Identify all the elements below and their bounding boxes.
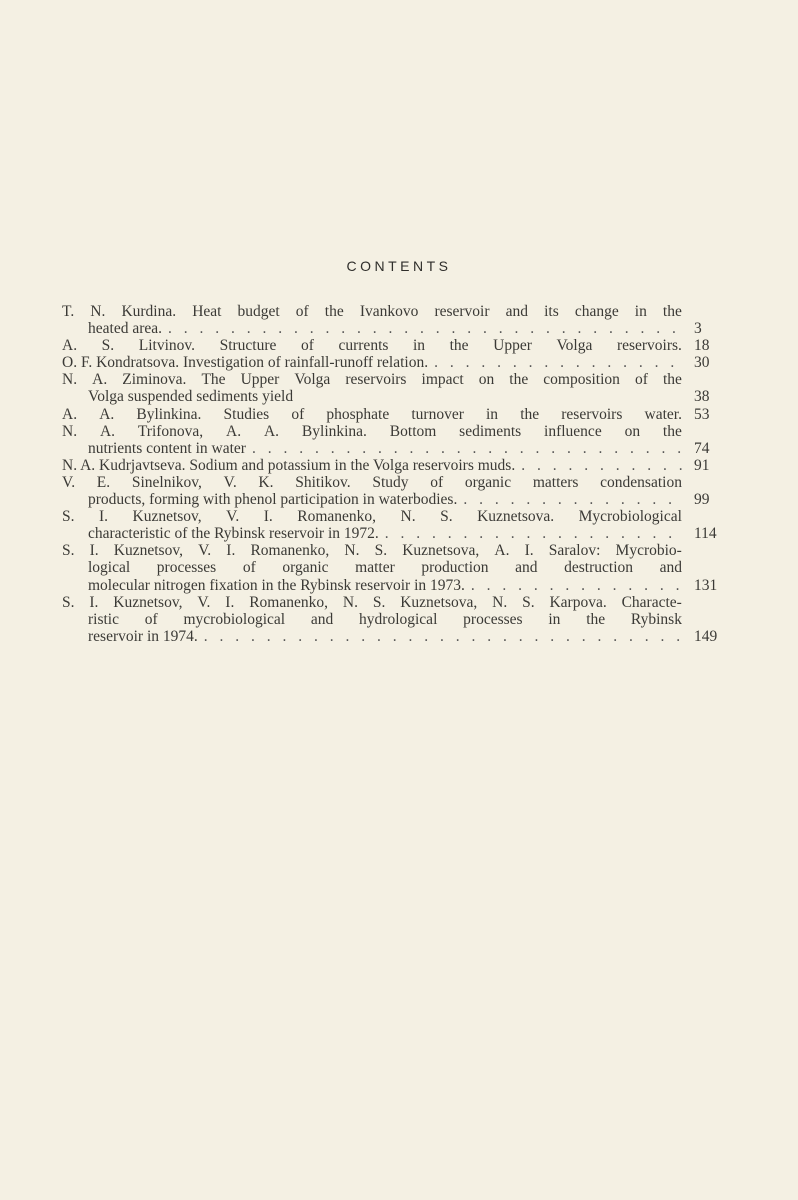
- toc-entry-line: [62, 388, 682, 405]
- toc-word: I.: [98, 508, 109, 526]
- toc-word: matters: [532, 473, 579, 491]
- toc-word: the: [662, 371, 682, 389]
- toc-word: Heat: [192, 303, 222, 320]
- toc-entry-text: heated area.: [88, 320, 162, 338]
- toc-word: the: [662, 303, 682, 320]
- toc-word: Shitikov.: [295, 473, 351, 491]
- toc-word: Ziminova.: [122, 371, 187, 389]
- toc-entry-text: Volga suspended sediments yield: [88, 388, 294, 406]
- toc-entry-line: [62, 440, 682, 457]
- toc-word: Rybinsk: [630, 610, 682, 628]
- toc-entry-line: [62, 508, 682, 525]
- toc-word: reservoir: [434, 303, 490, 320]
- dot-leader: [471, 577, 682, 594]
- toc-word: I.: [89, 593, 99, 611]
- toc-word: on: [624, 422, 641, 440]
- toc-word: turnover: [411, 405, 464, 423]
- toc-entry-line: [62, 303, 682, 320]
- toc-word: and: [310, 610, 334, 628]
- toc-entry-line: [62, 577, 682, 594]
- toc-word: Mycrobiological: [578, 508, 682, 526]
- dot-leader: [168, 320, 682, 337]
- toc-entry: [62, 542, 718, 594]
- toc-word: The: [201, 371, 226, 389]
- toc-entry-text: characteristic of the Rybinsk reservoir in 1972.: [88, 525, 379, 543]
- toc-word: the: [520, 405, 540, 423]
- toc-word: Trifonova,: [137, 422, 204, 440]
- toc-word: Saralov:: [548, 542, 601, 560]
- toc-word: matter: [355, 559, 395, 577]
- toc-word: K.: [258, 473, 274, 491]
- toc-word: processes: [156, 559, 217, 577]
- toc-entry-text: nutrients content in water: [88, 439, 246, 457]
- toc-entry-line: [62, 423, 682, 440]
- toc-word: logical: [88, 559, 131, 577]
- toc-word: reservoirs: [561, 405, 623, 423]
- toc-word: the: [324, 303, 344, 320]
- toc-word: influence: [544, 422, 602, 440]
- page-number: 149: [694, 627, 718, 645]
- toc-word: Kuznetsov,: [132, 508, 202, 526]
- toc-word: Bylinkina.: [136, 405, 202, 423]
- toc-word: of: [144, 610, 158, 628]
- toc-word: Volga: [294, 371, 331, 389]
- page-number: 91: [694, 456, 710, 474]
- toc-word: Kurdina.: [121, 303, 177, 320]
- toc-word: S.: [372, 593, 386, 611]
- toc-word: V.: [226, 508, 240, 526]
- toc-word: Mycrobio-: [615, 542, 682, 560]
- dot-leader: [204, 628, 682, 645]
- toc-word: destruction: [564, 559, 633, 577]
- toc-entry: [62, 371, 710, 406]
- toc-word: in: [548, 610, 561, 628]
- toc-entry: [62, 593, 718, 645]
- dot-leader: [252, 440, 682, 457]
- toc-word: N.: [62, 422, 78, 440]
- toc-word: Romanenko,: [249, 593, 328, 611]
- toc-word: the: [662, 422, 682, 440]
- page-number: 99: [694, 491, 710, 509]
- toc-entry-text: reservoir in 1974.: [88, 627, 198, 645]
- toc-word: A.: [99, 422, 116, 440]
- toc-word: Kuznetsov,: [113, 542, 183, 560]
- toc-word: Litvinov.: [138, 337, 195, 355]
- page-number: 53: [694, 405, 710, 423]
- toc-word: of: [430, 473, 444, 491]
- toc-entry: [62, 303, 702, 338]
- page-number: 3: [694, 320, 702, 338]
- page-number: 74: [694, 439, 710, 457]
- toc-entry-line: [62, 594, 682, 611]
- toc-entry-line: [62, 457, 682, 474]
- toc-word: N.: [492, 593, 508, 611]
- toc-word: reservoirs.: [616, 337, 682, 355]
- toc-word: I.: [225, 593, 235, 611]
- toc-word: T.: [62, 303, 75, 320]
- toc-entry-line: [62, 491, 682, 508]
- toc-word: V.: [198, 542, 212, 560]
- toc-word: water.: [644, 405, 682, 423]
- toc-word: Kuznetsova,: [400, 593, 478, 611]
- page-number: 114: [694, 525, 717, 543]
- toc-entry-line: [62, 371, 682, 388]
- toc-word: S.: [62, 593, 75, 611]
- toc-entry-text: O. F. Kondratsova. Investigation of rainfall-runoff relation.: [62, 354, 429, 372]
- toc-word: A.: [226, 422, 242, 440]
- toc-word: of: [291, 405, 305, 423]
- toc-entry-line: [62, 559, 682, 576]
- toc-entry-line: [62, 406, 682, 423]
- toc-word: currents: [338, 337, 389, 355]
- toc-word: of: [242, 559, 256, 577]
- toc-word: of: [634, 371, 648, 389]
- toc-word: A.: [62, 405, 78, 423]
- toc-word: Romanenko,: [250, 542, 330, 560]
- toc-word: Structure: [219, 337, 277, 355]
- toc-word: A.: [92, 371, 108, 389]
- toc-entry-line: [62, 525, 682, 542]
- toc-word: on: [478, 371, 495, 389]
- toc-word: the: [449, 337, 469, 355]
- toc-entry: [62, 337, 710, 355]
- toc-word: Sinelnikov,: [131, 473, 202, 491]
- toc-word: Romanenko,: [297, 508, 377, 526]
- toc-word: the: [586, 610, 606, 628]
- toc-word: of: [300, 337, 314, 355]
- dot-leader: [521, 457, 682, 474]
- toc-word: in: [412, 337, 426, 355]
- toc-word: S.: [62, 542, 75, 560]
- toc-entry: [62, 473, 710, 509]
- toc-entry: [62, 405, 710, 423]
- toc-word: and: [515, 559, 538, 577]
- toc-word: A.: [99, 405, 115, 423]
- toc-word: Studies: [223, 405, 270, 423]
- toc-entry: [62, 508, 717, 543]
- toc-word: sediments: [459, 422, 522, 440]
- toc-word: budget: [237, 303, 280, 320]
- toc-word: change: [574, 303, 619, 320]
- toc-entry: [62, 422, 710, 457]
- toc-word: in: [486, 405, 499, 423]
- toc-entry: [62, 354, 710, 372]
- toc-word: Characte-: [621, 593, 682, 611]
- toc-word: condensation: [600, 473, 682, 491]
- toc-entry-text: molecular nitrogen fixation in the Rybinsk reservoir in 1973.: [88, 576, 465, 594]
- toc-word: I.: [263, 508, 273, 526]
- toc-word: Study: [372, 473, 409, 491]
- toc-word: Ivankovo: [359, 303, 419, 320]
- toc-word: I.: [524, 542, 534, 560]
- toc-word: impact: [421, 371, 464, 389]
- toc-word: processes: [463, 610, 523, 628]
- toc-word: A.: [62, 337, 78, 355]
- toc-entry-line: [62, 320, 682, 337]
- toc-word: N.: [90, 303, 106, 320]
- toc-entry-text: N. A. Kudrjavtseva. Sodium and potassium in the Volga reservoirs muds.: [62, 456, 516, 474]
- toc-entry-line: [62, 474, 682, 491]
- toc-word: N.: [344, 542, 360, 560]
- toc-word: of: [295, 303, 309, 320]
- toc-word: production: [421, 559, 489, 577]
- toc-word: in: [634, 303, 647, 320]
- contents-heading: CONTENTS: [346, 258, 452, 274]
- toc-word: S.: [374, 542, 388, 560]
- toc-word: A.: [263, 422, 280, 440]
- toc-word: organic: [464, 473, 512, 491]
- toc-word: and: [659, 559, 682, 577]
- page-number: 18: [694, 337, 710, 355]
- toc-entry-text: products, forming with phenol participation in waterbodies.: [88, 491, 458, 509]
- toc-word: composition: [543, 371, 620, 389]
- toc-word: Kuznetsov,: [113, 593, 183, 611]
- toc-entry-line: [62, 337, 682, 354]
- table-of-contents: [62, 303, 718, 645]
- toc-word: N.: [342, 593, 358, 611]
- toc-word: its: [544, 303, 559, 320]
- toc-word: I.: [89, 542, 99, 560]
- toc-entry-line: [62, 611, 682, 628]
- toc-word: Volga: [556, 337, 593, 355]
- toc-word: S.: [101, 337, 115, 355]
- toc-word: Kuznetsova.: [477, 508, 555, 526]
- toc-word: and: [505, 303, 528, 320]
- toc-word: reservoirs: [345, 371, 407, 389]
- toc-word: S.: [522, 593, 535, 611]
- dot-leader: [385, 525, 682, 542]
- toc-word: Karpova.: [549, 593, 607, 611]
- toc-word: Kuznetsova,: [402, 542, 480, 560]
- toc-word: organic: [282, 559, 329, 577]
- toc-word: Upper: [493, 337, 532, 355]
- dot-leader: [463, 491, 682, 508]
- toc-entry-line: [62, 354, 682, 371]
- toc-word: phosphate: [326, 405, 390, 423]
- page-number: 38: [694, 388, 710, 406]
- toc-entry-line: [62, 542, 682, 559]
- toc-word: V.: [62, 473, 76, 491]
- toc-word: E.: [96, 473, 111, 491]
- toc-entry-line: [62, 628, 682, 645]
- toc-word: V.: [197, 593, 211, 611]
- toc-entry: [62, 456, 710, 474]
- toc-word: I.: [226, 542, 236, 560]
- toc-word: S.: [440, 508, 453, 526]
- toc-word: Bottom: [389, 422, 437, 440]
- toc-word: Upper: [240, 371, 280, 389]
- dot-leader: [434, 354, 682, 371]
- toc-word: Bylinkina.: [301, 422, 367, 440]
- toc-word: S.: [62, 508, 75, 526]
- toc-word: V.: [223, 473, 237, 491]
- toc-word: N.: [62, 371, 78, 389]
- toc-word: mycrobiological: [183, 610, 286, 628]
- page-number: 30: [694, 354, 710, 372]
- toc-word: A.: [494, 542, 510, 560]
- toc-word: ristic: [88, 610, 119, 628]
- toc-word: the: [509, 371, 529, 389]
- toc-word: hydrological: [359, 610, 438, 628]
- toc-word: N.: [400, 508, 416, 526]
- page-number: 131: [694, 576, 718, 594]
